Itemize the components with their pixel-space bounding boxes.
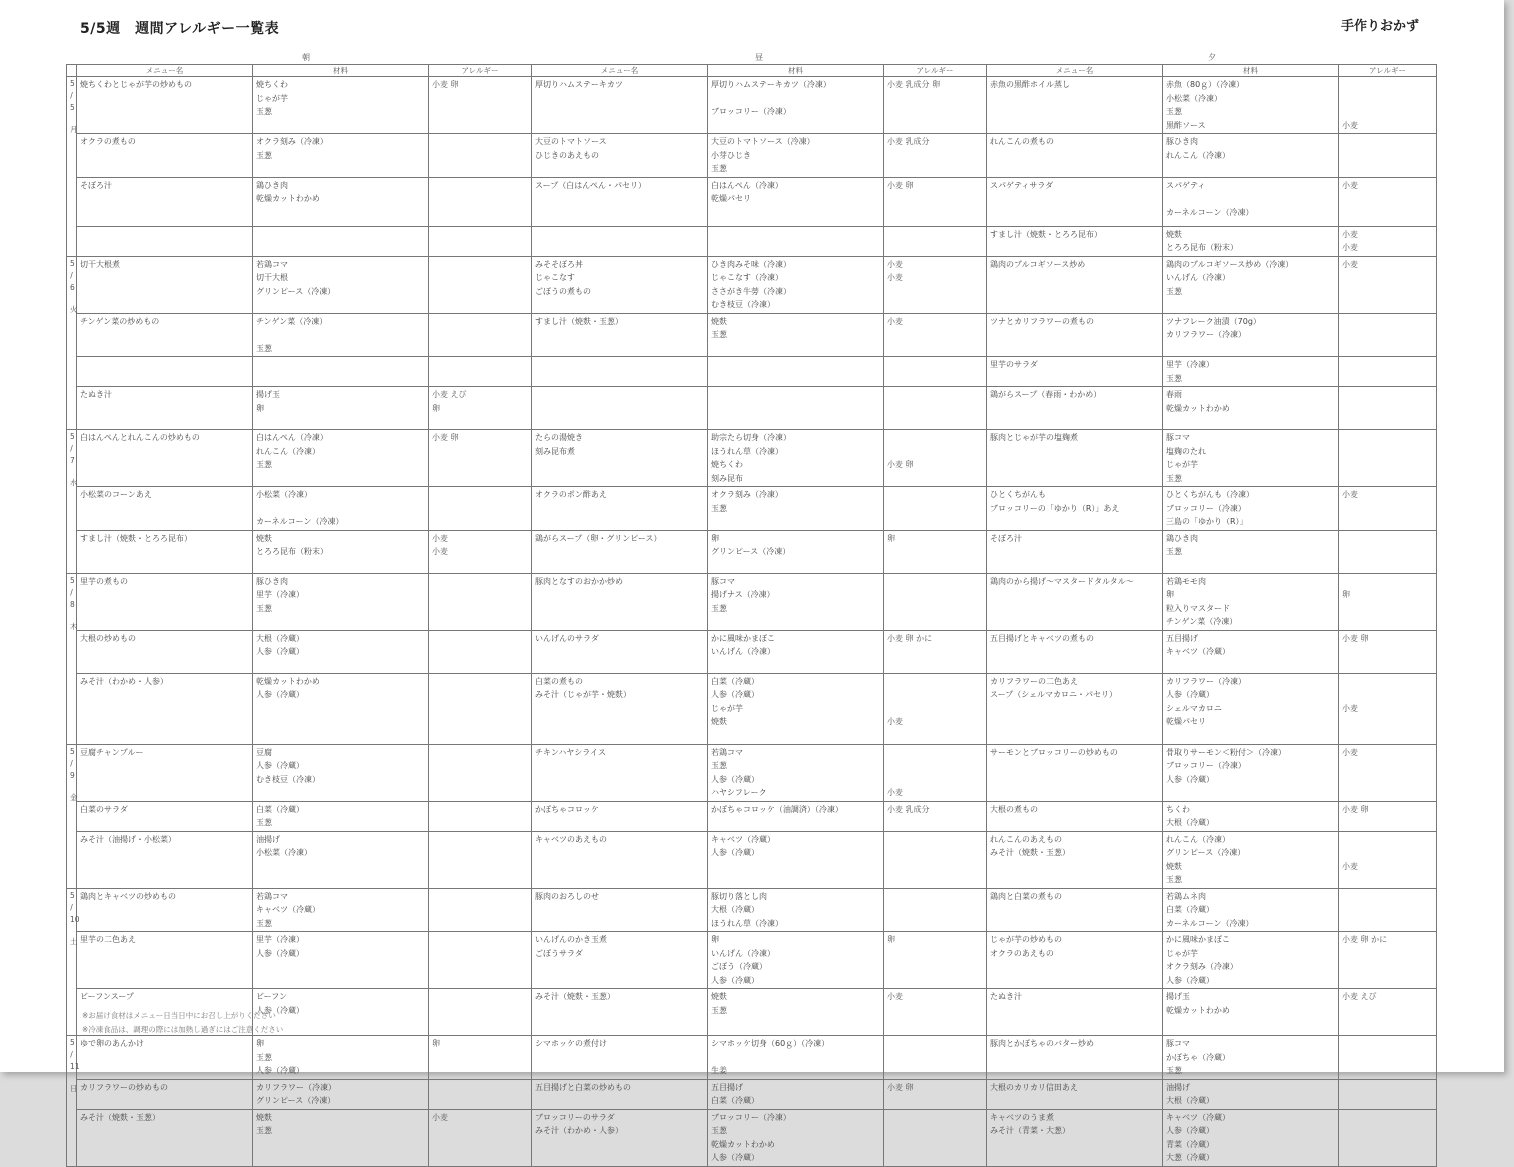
table-row: [67, 1036, 1437, 1080]
ingredients-cell: 若鶏コマ 切干大根 グリンピース（冷凍）: [253, 256, 429, 313]
allergy-table: [66, 64, 1437, 1167]
menu-name-cell: いんげんのかき玉煮 ごぼうサラダ: [532, 932, 708, 989]
ingredients-cell: 豚コマ 揚げナス（冷凍） 玉葱: [708, 573, 884, 630]
allergen-cell: 小麦: [1339, 831, 1437, 888]
allergen-cell: [429, 1079, 532, 1109]
ingredients-cell: 焼ちくわ じゃが芋 玉葱: [253, 77, 429, 134]
table-row: [67, 1079, 1437, 1109]
allergen-cell: 小麦: [1339, 744, 1437, 801]
date-char: /: [70, 902, 73, 912]
allergen-cell: 小麦 乳成分: [884, 134, 987, 178]
allergen-cell: [429, 573, 532, 630]
day-cell: [67, 256, 77, 430]
menu-name-cell: れんこんの煮もの: [987, 134, 1163, 178]
allergen-cell: 卵: [884, 932, 987, 989]
allergen-cell: [1339, 387, 1437, 430]
allergen-cell: 小麦 えび 卵: [429, 387, 532, 430]
menu-name-cell: [532, 387, 708, 430]
column-header: 材料: [253, 65, 429, 77]
menu-name-cell: 小松菜のコーンあえ: [77, 487, 253, 531]
ingredients-cell: かに風味かまぼこ じゃが芋 オクラ刻み（冷凍） 人参（冷蔵）: [1163, 932, 1339, 989]
allergen-cell: [884, 573, 987, 630]
menu-name-cell: すまし汁（焼麩・とろろ昆布）: [77, 530, 253, 573]
allergen-cell: [429, 357, 532, 387]
allergen-cell: [884, 888, 987, 932]
allergen-cell: [884, 1036, 987, 1080]
allergen-cell: [429, 673, 532, 744]
allergen-cell: 小麦 卵: [429, 77, 532, 134]
menu-name-cell: 里芋の煮もの: [77, 573, 253, 630]
column-header: 材料: [708, 65, 884, 77]
menu-name-cell: 白菜のサラダ: [77, 801, 253, 831]
allergen-cell: [429, 888, 532, 932]
ingredients-cell: 若鶏ムネ肉 白菜（冷蔵） カーネルコーン（冷凍）: [1163, 888, 1339, 932]
allergen-cell: 小麦 卵: [884, 1079, 987, 1109]
ingredients-cell: 白はんぺん（冷凍） れんこん（冷凍） 玉葱: [253, 430, 429, 487]
allergen-cell: [429, 831, 532, 888]
menu-name-cell: すまし汁（焼麩・玉葱）: [532, 313, 708, 357]
day-column-header: [67, 65, 77, 77]
menu-name-cell: みそ汁（焼麩・玉葱）: [77, 1109, 253, 1166]
menu-name-cell: れんこんのあえもの みそ汁（焼麩・玉葱）: [987, 831, 1163, 888]
column-header: メニュー名: [532, 65, 708, 77]
day-cell: [67, 77, 77, 257]
date-char: /: [70, 270, 73, 280]
allergen-cell: [429, 989, 532, 1036]
menu-name-cell: カリフラワーの二色あえ スープ（シェルマカロニ・パセリ）: [987, 673, 1163, 744]
table-row: [67, 801, 1437, 831]
menu-name-cell: [532, 226, 708, 256]
day-cell: [67, 1036, 80, 1167]
allergen-cell: [1339, 134, 1437, 178]
table-row: [67, 630, 1437, 673]
table-body: [67, 77, 1437, 1167]
ingredients-cell: ブロッコリー（冷凍） 玉葱 乾燥カットわかめ 人参（冷蔵）: [708, 1109, 884, 1166]
menu-name-cell: 鶏肉のプルコギソース炒め: [987, 256, 1163, 313]
menu-name-cell: 鶏がらスープ（春雨・わかめ）: [987, 387, 1163, 430]
menu-name-cell: そぼろ汁: [77, 177, 253, 226]
menu-name-cell: 豚肉とかぼちゃのバター炒め: [987, 1036, 1163, 1080]
menu-name-cell: 里芋のサラダ: [987, 357, 1163, 387]
date-char: /: [70, 587, 73, 597]
allergen-cell: [429, 177, 532, 226]
menu-name-cell: じゃが芋の炒めもの オクラのあえもの: [987, 932, 1163, 989]
menu-name-cell: 鶏肉のから揚げ～マスタードタルタル～: [987, 573, 1163, 630]
menu-name-cell: キャベツのあえもの: [532, 831, 708, 888]
allergen-cell: 小麦: [884, 673, 987, 744]
weekday-label: 水: [70, 478, 78, 487]
date-char: 11: [70, 1062, 80, 1071]
table-row: [67, 387, 1437, 430]
menu-name-cell: 五目揚げと白菜の炒めもの: [532, 1079, 708, 1109]
ingredients-cell: 油揚げ 大根（冷蔵）: [1163, 1079, 1339, 1109]
menu-name-cell: 豆腐チャンプルー: [77, 744, 253, 801]
ingredients-cell: 赤魚（80ｇ）（冷凍） 小松菜（冷凍） 玉葱 黒酢ソース: [1163, 77, 1339, 134]
menu-name-cell: たぬき汁: [77, 387, 253, 430]
date-char: 5: [70, 258, 75, 268]
table-row: [67, 744, 1437, 801]
menu-name-cell: シマホッケの煮付け: [532, 1036, 708, 1080]
menu-name-cell: すまし汁（焼麩・とろろ昆布）: [987, 226, 1163, 256]
menu-name-cell: みそ汁（焼麩・玉葱）: [532, 989, 708, 1036]
section-label-breakfast: 朝: [302, 53, 310, 62]
table-row: [67, 673, 1437, 744]
ingredients-cell: 若鶏コマ 玉葱 人参（冷蔵） ハヤシフレーク: [708, 744, 884, 801]
allergen-cell: [1339, 888, 1437, 932]
allergen-cell: 小麦: [1339, 673, 1437, 744]
date-char: 6: [70, 282, 75, 292]
allergen-cell: [884, 226, 987, 256]
ingredients-cell: ひとくちがんも（冷凍） ブロッコリー（冷凍） 三島の「ゆかり（R）」: [1163, 487, 1339, 531]
ingredients-cell: 豚コマ 塩麹のたれ じゃが芋 玉葱: [1163, 430, 1339, 487]
date-char: 8: [70, 599, 75, 609]
ingredients-cell: 若鶏モモ肉 卵 粒入りマスタード チンゲン菜（冷凍）: [1163, 573, 1339, 630]
section-label-lunch: 昼: [755, 53, 763, 62]
ingredients-cell: 卵 いんげん（冷凍） ごぼう（冷蔵） 人参（冷蔵）: [708, 932, 884, 989]
menu-name-cell: 鶏肉とキャベツの炒めもの: [77, 888, 253, 932]
weekday-label: 日: [70, 1084, 78, 1093]
table-row: [67, 77, 1437, 134]
allergen-cell: [884, 1109, 987, 1166]
menu-name-cell: [77, 357, 253, 387]
menu-name-cell: たらの湯焼き 刻み昆布煮: [532, 430, 708, 487]
day-cell: [67, 744, 77, 888]
ingredients-cell: キャベツ（冷蔵） 人参（冷蔵） 青菜（冷蔵） 大葱（冷蔵）: [1163, 1109, 1339, 1166]
allergen-cell: 小麦 卵: [1339, 801, 1437, 831]
menu-name-cell: そぼろ汁: [987, 530, 1163, 573]
date-char: 5: [70, 1038, 75, 1047]
page-subtitle: 手作りおかず: [1340, 19, 1419, 34]
ingredients-cell: チンゲン菜（冷凍） 玉葱: [253, 313, 429, 357]
allergen-cell: 卵: [884, 530, 987, 573]
menu-name-cell: 焼ちくわとじゃが芋の炒めもの: [77, 77, 253, 134]
menu-name-cell: かぼちゃコロッケ: [532, 801, 708, 831]
table-row: [67, 573, 1437, 630]
date-char: 7: [70, 456, 75, 465]
menu-name-cell: ひとくちがんも ブロッコリーの「ゆかり（R）」あえ: [987, 487, 1163, 531]
day-cell: [67, 888, 80, 1036]
allergen-cell: [1339, 1079, 1437, 1109]
date-char: 10: [70, 914, 80, 924]
allergen-cell: [884, 357, 987, 387]
allergen-cell: 小麦: [1339, 177, 1437, 226]
allergen-cell: 小麦: [1339, 256, 1437, 313]
ingredients-cell: [708, 387, 884, 430]
ingredients-cell: かに風味かまぼこ いんげん（冷凍）: [708, 630, 884, 673]
allergen-cell: [429, 801, 532, 831]
allergen-cell: [429, 487, 532, 531]
allergen-cell: 小麦 卵: [884, 430, 987, 487]
menu-name-cell: [532, 357, 708, 387]
menu-name-cell: ゆで卵のあんかけ: [77, 1036, 253, 1080]
day-cell: [67, 573, 77, 744]
ingredients-cell: かぼちゃコロッケ（油調済）（冷凍）: [708, 801, 884, 831]
allergen-cell: 小麦: [884, 989, 987, 1036]
table-row: [67, 134, 1437, 178]
allergen-cell: 小麦 乳成分: [884, 801, 987, 831]
ingredients-cell: 卵 玉葱 人参（冷蔵）: [253, 1036, 429, 1080]
date-char: /: [70, 1050, 73, 1059]
table-row: [67, 831, 1437, 888]
date-char: /: [70, 91, 73, 100]
allergen-cell: [429, 134, 532, 178]
menu-name-cell: 豚肉となすのおかか炒め: [532, 573, 708, 630]
menu-name-cell: 里芋の二色あえ: [77, 932, 253, 989]
ingredients-cell: キャベツ（冷蔵） 人参（冷蔵）: [708, 831, 884, 888]
ingredients-cell: オクラ刻み（冷凍） 玉葱: [708, 487, 884, 531]
menu-name-cell: ビーフンスープ: [77, 989, 253, 1036]
menu-name-cell: オクラのポン酢あえ: [532, 487, 708, 531]
menu-name-cell: みそそぼろ丼 じゃこなす ごぼうの煮もの: [532, 256, 708, 313]
menu-name-cell: ブロッコリーのサラダ みそ汁（わかめ・人参）: [532, 1109, 708, 1166]
ingredients-cell: 骨取りサーモン＜粉付＞（冷凍） ブロッコリー（冷凍） 人参（冷蔵）: [1163, 744, 1339, 801]
date-char: /: [70, 444, 73, 453]
menu-name-cell: チキンハヤシライス: [532, 744, 708, 801]
ingredients-cell: 油揚げ 小松菜（冷凍）: [253, 831, 429, 888]
menu-name-cell: キャベツのうま煮 みそ汁（青菜・大葱）: [987, 1109, 1163, 1166]
ingredients-cell: 鶏ひき肉 玉葱: [1163, 530, 1339, 573]
table-row: [67, 357, 1437, 387]
column-header: 材料: [1163, 65, 1339, 77]
menu-name-cell: 豚肉とじゃが芋の塩麹煮: [987, 430, 1163, 487]
menu-name-cell: 大根の炒めもの: [77, 630, 253, 673]
table-row: [67, 256, 1437, 313]
allergen-cell: [1339, 313, 1437, 357]
allergen-cell: [429, 630, 532, 673]
menu-name-cell: スパゲティサラダ: [987, 177, 1163, 226]
ingredients-cell: 揚げ玉 卵: [253, 387, 429, 430]
table-row: [67, 530, 1437, 573]
table-row: [67, 888, 1437, 932]
ingredients-cell: 春雨 乾燥カットわかめ: [1163, 387, 1339, 430]
ingredients-cell: 焼麩 とろろ昆布（粉末）: [1163, 226, 1339, 256]
date-char: 5: [70, 890, 75, 900]
ingredients-cell: 乾燥カットわかめ 人参（冷蔵）: [253, 673, 429, 744]
ingredients-cell: ツナフレーク油漬（70g） カリフラワー（冷凍）: [1163, 313, 1339, 357]
weekday-label: 木: [70, 621, 78, 631]
allergen-cell: 小麦: [884, 744, 987, 801]
allergen-cell: 小麦 小麦: [884, 256, 987, 313]
date-char: 5: [70, 746, 75, 756]
ingredients-cell: カリフラワー（冷凍） グリンピース（冷凍）: [253, 1079, 429, 1109]
section-label-dinner: 夕: [1208, 53, 1216, 62]
menu-name-cell: 豚肉のおろしのせ: [532, 888, 708, 932]
page-title: 5/5週 週間アレルギー一覧表: [80, 21, 280, 37]
ingredients-cell: 焼麩 玉葱: [253, 1109, 429, 1166]
allergen-cell: [429, 256, 532, 313]
menu-name-cell: 厚切りハムステーキカツ: [532, 77, 708, 134]
date-char: 5: [70, 575, 75, 585]
menu-name-cell: サーモンとブロッコリーの炒めもの: [987, 744, 1163, 801]
ingredients-cell: 白はんぺん（冷凍） 乾燥パセリ: [708, 177, 884, 226]
allergen-cell: [884, 487, 987, 531]
table-row: [67, 177, 1437, 226]
ingredients-cell: 里芋（冷凍） 人参（冷蔵）: [253, 932, 429, 989]
weekday-label: 火: [70, 304, 78, 314]
ingredients-cell: カリフラワー（冷凍） 人参（冷蔵） シェルマカロニ 乾燥パセリ: [1163, 673, 1339, 744]
menu-name-cell: ツナとカリフラワーの煮もの: [987, 313, 1163, 357]
ingredients-cell: スパゲティ カーネルコーン（冷凍）: [1163, 177, 1339, 226]
date-char: 5: [70, 103, 75, 112]
menu-name-cell: チンゲン菜の炒めもの: [77, 313, 253, 357]
ingredients-cell: 揚げ玉 乾燥カットわかめ: [1163, 989, 1339, 1036]
menu-name-cell: 白菜の煮もの みそ汁（じゃが芋・焼麩）: [532, 673, 708, 744]
menu-name-cell: 鶏がらスープ（卵・グリンピース）: [532, 530, 708, 573]
allergen-cell: 卵: [1339, 573, 1437, 630]
allergen-cell: 小麦: [884, 313, 987, 357]
allergen-cell: [884, 831, 987, 888]
ingredients-cell: 焼麩 とろろ昆布（粉末）: [253, 530, 429, 573]
allergen-cell: [884, 387, 987, 430]
column-header-row: [67, 65, 1437, 77]
date-char: /: [70, 758, 73, 768]
ingredients-cell: 白菜（冷蔵） 人参（冷蔵） じゃが芋 焼麩: [708, 673, 884, 744]
table-row: [67, 932, 1437, 989]
menu-name-cell: オクラの煮もの: [77, 134, 253, 178]
ingredients-cell: 豚ひき肉 れんこん（冷凍）: [1163, 134, 1339, 178]
ingredients-cell: 豚ひき肉 里芋（冷凍） 玉葱: [253, 573, 429, 630]
allergen-cell: [429, 226, 532, 256]
table-row: [67, 313, 1437, 357]
allergen-cell: [1339, 530, 1437, 573]
menu-name-cell: カリフラワーの炒めもの: [77, 1079, 253, 1109]
weekday-label: 土: [70, 936, 78, 946]
footnote: ※冷凍食品は、調理の際には加熱し過ぎにはご注意ください: [82, 1025, 284, 1034]
ingredients-cell: 鶏ひき肉 乾燥カットわかめ: [253, 177, 429, 226]
ingredients-cell: 豆腐 人参（冷蔵） むき枝豆（冷凍）: [253, 744, 429, 801]
allergen-cell: 小麦 えび: [1339, 989, 1437, 1036]
column-header: アレルギー: [884, 65, 987, 77]
allergen-cell: 小麦 卵 かに: [1339, 932, 1437, 989]
ingredients-cell: 大根（冷蔵） 人参（冷蔵）: [253, 630, 429, 673]
allergen-cell: [429, 313, 532, 357]
column-header: アレルギー: [429, 65, 532, 77]
ingredients-cell: [253, 226, 429, 256]
ingredients-cell: 若鶏コマ キャベツ（冷蔵） 玉葱: [253, 888, 429, 932]
menu-name-cell: [77, 226, 253, 256]
date-char: 9: [70, 770, 75, 780]
ingredients-cell: 豚切り落とし肉 大根（冷蔵） ほうれん草（冷凍）: [708, 888, 884, 932]
allergen-cell: 小麦: [429, 1109, 532, 1166]
ingredients-cell: れんこん（冷凍） グリンピース（冷凍） 焼麩 玉葱: [1163, 831, 1339, 888]
ingredients-cell: 厚切りハムステーキカツ（冷凍） ブロッコリー（冷凍）: [708, 77, 884, 134]
weekday-label: 金: [70, 792, 78, 802]
allergen-cell: [1339, 1109, 1437, 1166]
ingredients-cell: [253, 357, 429, 387]
menu-name-cell: 大根のカリカリ信田あえ: [987, 1079, 1163, 1109]
menu-name-cell: 大根の煮もの: [987, 801, 1163, 831]
column-header: メニュー名: [987, 65, 1163, 77]
allergen-cell: 小麦 小麦: [1339, 226, 1437, 256]
menu-name-cell: スープ（白はんぺん・パセリ）: [532, 177, 708, 226]
allergen-cell: 小麦: [1339, 77, 1437, 134]
menu-name-cell: 赤魚の黒酢ホイル蒸し: [987, 77, 1163, 134]
ingredients-cell: 里芋（冷凍） 玉葱: [1163, 357, 1339, 387]
ingredients-cell: 焼麩 玉葱: [708, 313, 884, 357]
allergen-cell: [1339, 357, 1437, 387]
ingredients-cell: [708, 357, 884, 387]
footnote: ※お届け食材はメニュー日当日中にお召し上がりください: [82, 1011, 276, 1020]
allergen-cell: 小麦 卵: [884, 177, 987, 226]
ingredients-cell: 卵 グリンピース（冷凍）: [708, 530, 884, 573]
menu-name-cell: みそ汁（わかめ・人参）: [77, 673, 253, 744]
allergen-cell: [1339, 1036, 1437, 1080]
column-header: メニュー名: [77, 65, 253, 77]
allergen-cell: [1339, 430, 1437, 487]
day-cell: [67, 430, 77, 574]
table-row: [67, 226, 1437, 256]
table-row: [67, 430, 1437, 487]
menu-name-cell: 白はんぺんとれんこんの炒めもの: [77, 430, 253, 487]
ingredients-cell: シマホッケ切身（60ｇ）（冷凍） 生姜: [708, 1036, 884, 1080]
table-row: [67, 487, 1437, 531]
menu-name-cell: 鶏肉と白菜の煮もの: [987, 888, 1163, 932]
allergen-cell: 小麦 小麦: [429, 530, 532, 573]
menu-name-cell: みそ汁（油揚げ・小松菜）: [77, 831, 253, 888]
allergen-cell: 小麦 卵: [1339, 630, 1437, 673]
ingredients-cell: 五目揚げ キャベツ（冷蔵）: [1163, 630, 1339, 673]
ingredients-cell: 鶏肉のプルコギソース炒め（冷凍） いんげん（冷凍） 玉葱: [1163, 256, 1339, 313]
ingredients-cell: 五目揚げ 白菜（冷蔵）: [708, 1079, 884, 1109]
menu-name-cell: 大豆のトマトソース ひじきのあえもの: [532, 134, 708, 178]
allergen-cell: 小麦 卵: [429, 430, 532, 487]
ingredients-cell: 大豆のトマトソース（冷凍） 小芽ひじき 玉葱: [708, 134, 884, 178]
date-char: 5: [70, 79, 75, 88]
allergen-cell: 小麦 卵 かに: [884, 630, 987, 673]
ingredients-cell: 小松菜（冷凍） カーネルコーン（冷凍）: [253, 487, 429, 531]
menu-name-cell: たぬき汁: [987, 989, 1163, 1036]
ingredients-cell: ビーフン 人参（冷蔵）: [253, 989, 429, 1036]
date-char: 5: [70, 432, 75, 441]
allergen-cell: 小麦 乳成分 卵: [884, 77, 987, 134]
weekday-label: 月: [70, 125, 78, 134]
allergen-cell: 小麦: [1339, 487, 1437, 531]
ingredients-cell: ちくわ 大根（冷蔵）: [1163, 801, 1339, 831]
table-row: [67, 1109, 1437, 1166]
ingredients-cell: 助宗たら切身（冷凍） ほうれん草（冷凍） 焼ちくわ 刻み昆布: [708, 430, 884, 487]
ingredients-cell: 白菜（冷蔵） 玉葱: [253, 801, 429, 831]
menu-name-cell: 五目揚げとキャベツの煮もの: [987, 630, 1163, 673]
allergen-cell: [429, 744, 532, 801]
menu-name-cell: 切干大根煮: [77, 256, 253, 313]
ingredients-cell: [708, 226, 884, 256]
ingredients-cell: ひき肉みそ味（冷凍） じゃこなす（冷凍） ささがき牛蒡（冷凍） むき枝豆（冷凍）: [708, 256, 884, 313]
allergen-cell: 卵: [429, 1036, 532, 1080]
menu-name-cell: いんげんのサラダ: [532, 630, 708, 673]
ingredients-cell: 豚コマ かぼちゃ（冷蔵） 玉葱: [1163, 1036, 1339, 1080]
ingredients-cell: オクラ刻み（冷凍） 玉葱: [253, 134, 429, 178]
ingredients-cell: 焼麩 玉葱: [708, 989, 884, 1036]
allergen-cell: [429, 932, 532, 989]
column-header: アレルギー: [1339, 65, 1437, 77]
